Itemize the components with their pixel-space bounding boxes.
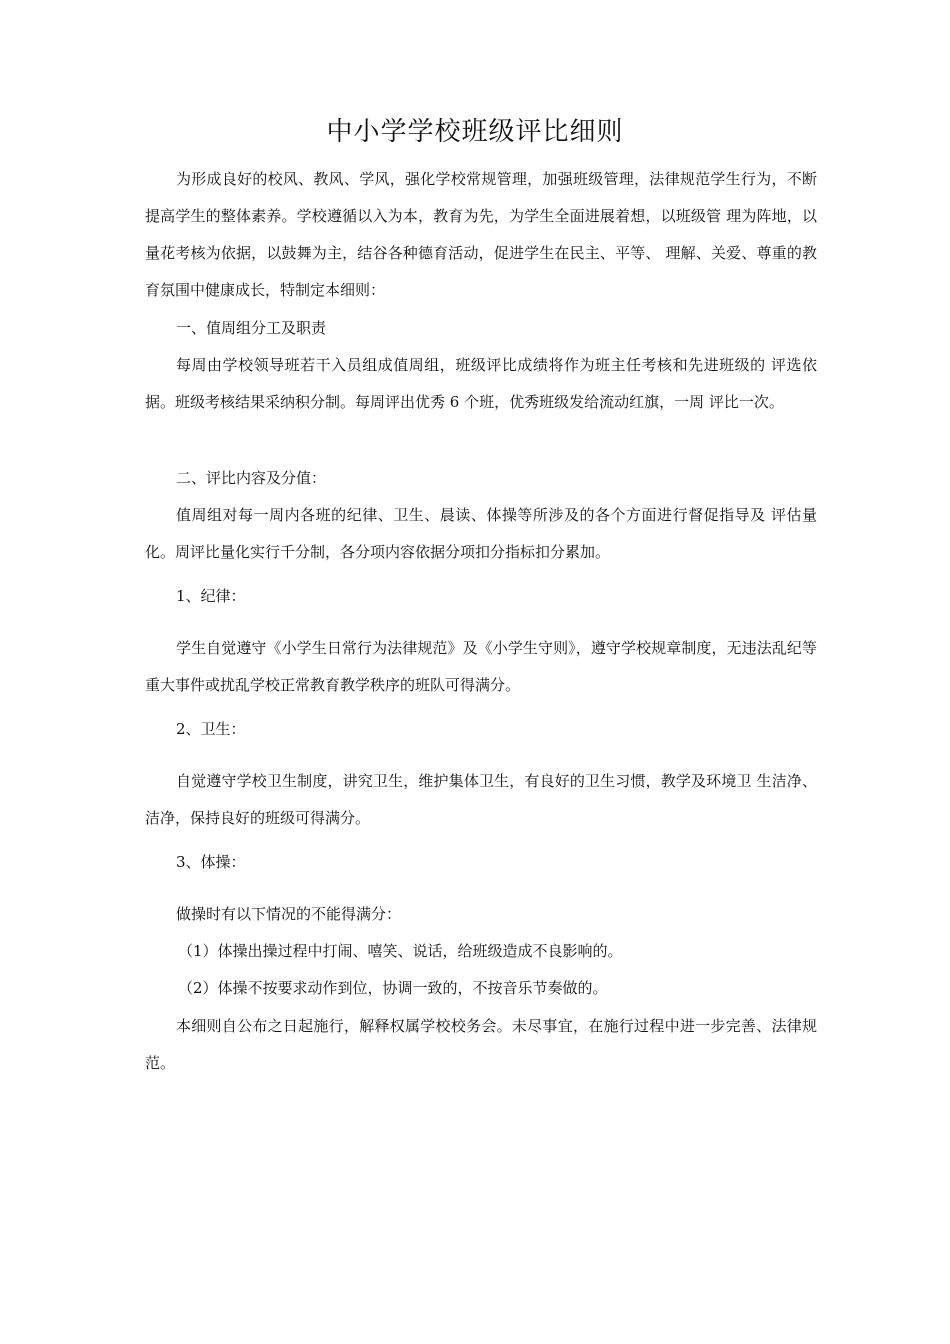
exercise-intro: 做操时有以下情况的不能得满分： bbox=[176, 905, 402, 923]
discipline-paragraph: 学生自觉遵守《小学生日常行为法律规范》及《小学生守则》，遵守学校规章制度，无违法乱纪等重大事件或扰乱学校正常教育教学秩序的班队可得满分。 bbox=[145, 639, 817, 694]
document-title: 中小学学校班级评比细则 bbox=[326, 117, 624, 147]
exercise-point-2: （2）体操不按要求动作到位，协调一致的，不按音乐节奏做的。 bbox=[178, 979, 608, 997]
item-heading-hygiene: 2、卫生： bbox=[176, 720, 246, 738]
duty-paragraph: 每周由学校领导班若干入员组成值周组，班级评比成绩将作为班主任考核和先进班级的 评选依据。班级考核结果采纳积分制。每周评出优秀 6 个班，优秀班级发给流动红旗，一周 评比一次。 bbox=[145, 356, 817, 411]
item-heading-exercise: 3、体操： bbox=[176, 853, 246, 871]
closing-paragraph: 本细则自公布之日起施行，解释权属学校校务会。未尽事宜，在施行过程中进一步完善、法律规范。 bbox=[145, 1017, 817, 1072]
criteria-paragraph: 值周组对每一周内各班的纪律、卫生、晨读、体操等所涉及的各个方面进行督促指导及 评估量化。周评比量化实行千分制，各分项内容依据分项扣分指标扣分累加。 bbox=[145, 506, 817, 561]
exercise-point-1: （1）体操出操过程中打闹、嘻笑、说话，给班级造成不良影响的。 bbox=[178, 942, 623, 960]
item-heading-discipline: 1、纪律： bbox=[176, 587, 246, 605]
intro-paragraph: 为形成良好的校风、教风、学风，强化学校常规管理，加强班级管理，法律规范学生行为，不断提高学生的整体素养。学校遵循以入为本，教育为先，为学生全面进展着想，以班级管 理为阵地，以量花考核为依据，以鼓舞为主，结谷各种德育活动，促进学生在民主、平等、 理解、关爱、尊重的教育氛围中健康成长，特制定本细则： bbox=[145, 170, 817, 299]
hygiene-paragraph: 自觉遵守学校卫生制度，讲究卫生，维护集体卫生，有良好的卫生习惯，教学及环境卫 生洁净、洁净，保持良好的班级可得满分。 bbox=[145, 772, 817, 827]
section-heading-criteria: 二、评比内容及分值： bbox=[176, 469, 327, 487]
section-heading-duty: 一、值周组分工及职责 bbox=[176, 319, 327, 337]
